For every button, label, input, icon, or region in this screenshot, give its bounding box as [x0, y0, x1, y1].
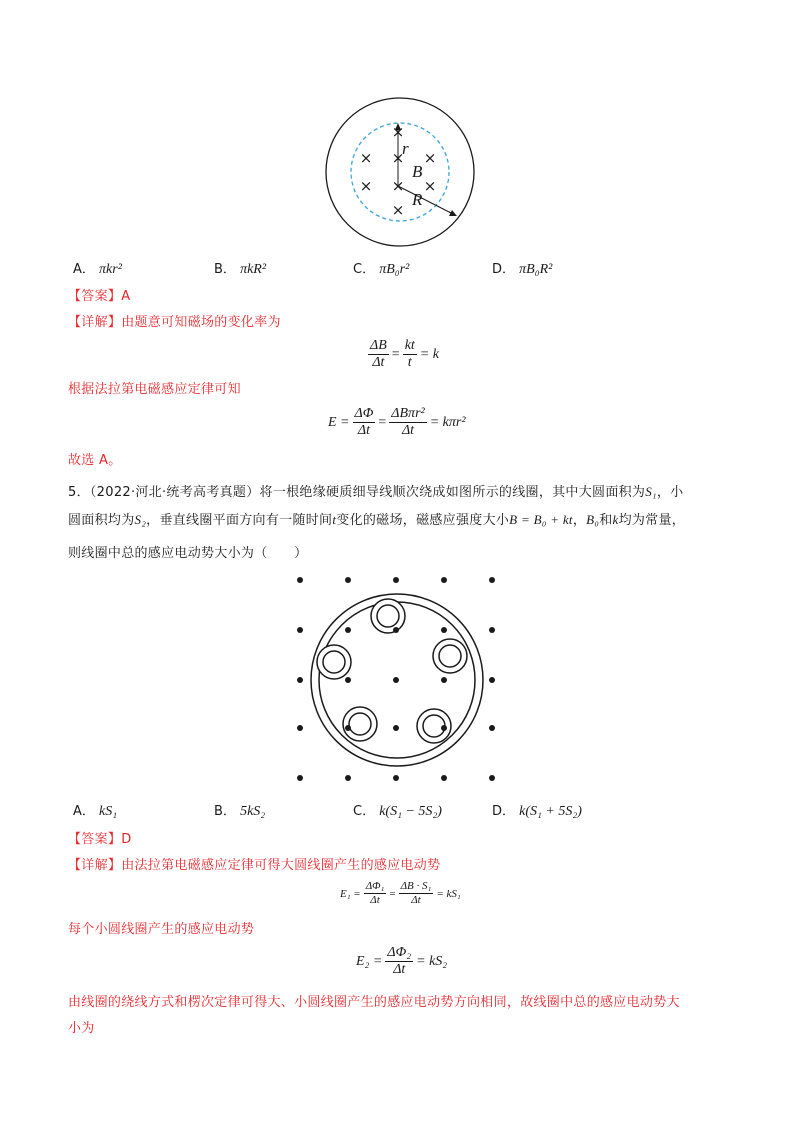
q4-option-d[interactable]	[492, 258, 552, 278]
stem-text: 均为常量，	[618, 513, 686, 528]
small-coil	[317, 645, 351, 679]
field-dot	[489, 577, 495, 583]
q4-detail	[68, 314, 281, 332]
rhs: = kπr²	[429, 414, 466, 430]
denominator: Δt	[393, 962, 406, 977]
q4-equation-rate: $\frac{\Delta B}{\Delta t}$ = $\frac{kt}{t}$ = k	[370, 338, 439, 370]
field-dot	[441, 775, 447, 781]
field-dot	[489, 725, 495, 731]
var-k: k	[612, 512, 619, 527]
detail-text: 由题意可知磁场的变化率为	[121, 315, 281, 330]
field-dot	[297, 775, 303, 781]
answer-label: 【答案】	[68, 832, 122, 847]
option-letter: D．	[492, 262, 516, 277]
label-B: B	[412, 162, 423, 181]
option-letter: A．	[73, 262, 95, 277]
numerator: ΔB · S₁	[400, 880, 432, 892]
q4-option-a[interactable]	[73, 258, 122, 278]
cross-mark: ×	[423, 149, 437, 167]
q4-answer	[68, 288, 130, 306]
stem-text: 和	[599, 513, 613, 528]
q5-option-c[interactable]	[353, 800, 442, 820]
question-source: （2022·河北·统考高考真题）	[89, 485, 260, 500]
option-letter: D．	[492, 804, 516, 819]
option-letter: B．	[214, 262, 236, 277]
q4-conclusion: 故选 A。	[68, 453, 122, 468]
b-formula: B = B₀ + kt	[509, 512, 573, 527]
var-t: t	[332, 512, 337, 527]
detail-text: 由法拉第电磁感应定律可得大圆线圈产生的感应电动势	[121, 858, 441, 873]
option-expr: 5kS₂	[240, 804, 266, 819]
q5-small-coil-text: 每个小圆线圈产生的感应电动势	[68, 922, 255, 937]
field-dot	[393, 775, 399, 781]
small-coil	[343, 707, 377, 741]
cross-mark: ×	[391, 123, 405, 141]
label-R: R	[412, 190, 423, 209]
answer-value: A	[121, 289, 131, 304]
fraction	[389, 406, 426, 439]
lhs: E₁ =	[340, 887, 361, 900]
option-expr: πB₀R²	[519, 262, 553, 277]
option-expr: πkr²	[99, 262, 122, 277]
q5-final-line-2: 小为	[68, 1021, 95, 1036]
option-expr: k(S₁ − 5S₂)	[379, 804, 442, 819]
rhs: = kS₁	[436, 887, 461, 900]
q4-option-c[interactable]	[353, 258, 409, 278]
q5-stem-line-1	[68, 483, 683, 502]
q5-stem-line-2	[68, 511, 685, 530]
cross-mark: ×	[359, 149, 373, 167]
field-dot	[441, 577, 447, 583]
field-dot	[393, 725, 399, 731]
denominator: Δt	[401, 423, 415, 438]
option-letter: A．	[73, 804, 95, 819]
small-coil	[371, 599, 405, 633]
field-dot	[489, 677, 495, 683]
denominator: Δt	[357, 423, 370, 438]
rhs: = k	[419, 346, 439, 362]
q4-field-diagram	[320, 92, 480, 252]
option-letter: C．	[353, 262, 376, 277]
stem-text: ，	[572, 513, 587, 528]
numerator: ΔΦ	[354, 406, 374, 421]
denominator: Δt	[411, 894, 421, 906]
field-dot	[489, 775, 495, 781]
field-dot	[297, 725, 303, 731]
cross-mark: ×	[391, 177, 405, 195]
stem-text: ，小	[656, 485, 684, 500]
numerator: ΔB	[370, 338, 387, 353]
detail-label: 【详解】	[68, 858, 122, 873]
option-expr: πB₀r²	[379, 262, 410, 277]
fraction	[353, 406, 376, 439]
fraction	[385, 945, 413, 978]
stem-text: ，垂直线圈平面方向有一随时间	[146, 513, 333, 528]
cross-mark: ×	[391, 201, 405, 219]
field-dot	[393, 677, 399, 683]
q4-equation-emf: E = $\frac{\Delta\Phi}{\Delta t}$ = $\frac{\text{ΔBπr²}}{\Delta t}$ = kπr²	[328, 406, 466, 438]
stem-text: 变化的磁场，磁感应强度大小	[336, 513, 510, 528]
numerator: ΔΦ₁	[365, 880, 385, 892]
fraction	[364, 880, 387, 907]
q5-option-a[interactable]	[73, 800, 117, 820]
outer-circle-R	[326, 98, 474, 246]
q5-answer	[68, 831, 132, 849]
label-r: r	[402, 139, 409, 158]
field-dot	[393, 577, 399, 583]
stem-text: 圆面积均为	[68, 513, 135, 528]
q5-detail	[68, 857, 440, 875]
numerator: kt	[404, 338, 415, 353]
fraction	[368, 338, 389, 371]
cross-mark: ×	[423, 177, 437, 195]
q4-law-text: 根据法拉第电磁感应定律可知	[68, 382, 241, 397]
q5-stem-line-3: 则线圈中总的感应电动势大小为（ ）	[68, 546, 308, 561]
option-expr: πkR²	[240, 262, 267, 277]
detail-label: 【详解】	[68, 315, 122, 330]
q5-option-d[interactable]	[492, 800, 582, 820]
numerator: ΔΦ₂	[387, 945, 412, 960]
option-letter: C．	[353, 804, 376, 819]
denominator: Δt	[370, 894, 380, 906]
cross-mark: ×	[391, 149, 405, 167]
denominator: t	[407, 355, 412, 370]
field-dot	[489, 627, 495, 633]
field-dot	[297, 577, 303, 583]
field-dot	[297, 677, 303, 683]
fraction	[399, 880, 434, 907]
answer-value: D	[121, 832, 132, 847]
rhs: = kS₂	[416, 953, 448, 969]
option-letter: B．	[214, 804, 236, 819]
field-dot	[345, 627, 351, 633]
stem-text: 将一根绝缘硬质细导线顺次绕成如图所示的线圈，其中大圆面积为	[259, 485, 646, 500]
q5-equation-big-coil: E₁ = $\frac{\text{ΔΦ₁}}{\Delta t}$ = $\frac{\text{ΔB · S₁}}{\Delta t}$ = kS₁	[340, 880, 461, 906]
q5-equation-small-coil	[356, 945, 447, 978]
q5-coil-diagram	[290, 572, 510, 788]
numerator: ΔBπr²	[391, 406, 425, 421]
q5-option-b[interactable]	[214, 800, 265, 820]
lhs: E =	[328, 414, 350, 430]
small-coil	[433, 639, 467, 673]
cross-mark: ×	[359, 177, 373, 195]
option-expr: kS₁	[99, 804, 118, 819]
var-s2: S₂	[134, 512, 147, 527]
field-dot	[345, 775, 351, 781]
var-s1: S₁	[645, 484, 657, 499]
field-dot	[297, 627, 303, 633]
denominator: Δt	[372, 355, 385, 370]
field-dot	[441, 627, 447, 633]
question-number: 5．	[68, 485, 90, 500]
var-b0: B₀	[586, 512, 600, 527]
q4-option-b[interactable]	[214, 258, 266, 278]
fraction	[403, 338, 417, 371]
field-dot	[345, 577, 351, 583]
answer-label: 【答案】	[68, 289, 122, 304]
q5-final-line-1: 由线圈的绕线方式和楞次定律可得大、小圆线圈产生的感应电动势方向相同，故线圈中总的感应电动势大	[68, 995, 680, 1010]
lhs: E₂ =	[356, 953, 383, 969]
option-expr: k(S₁ + 5S₂)	[519, 804, 582, 819]
